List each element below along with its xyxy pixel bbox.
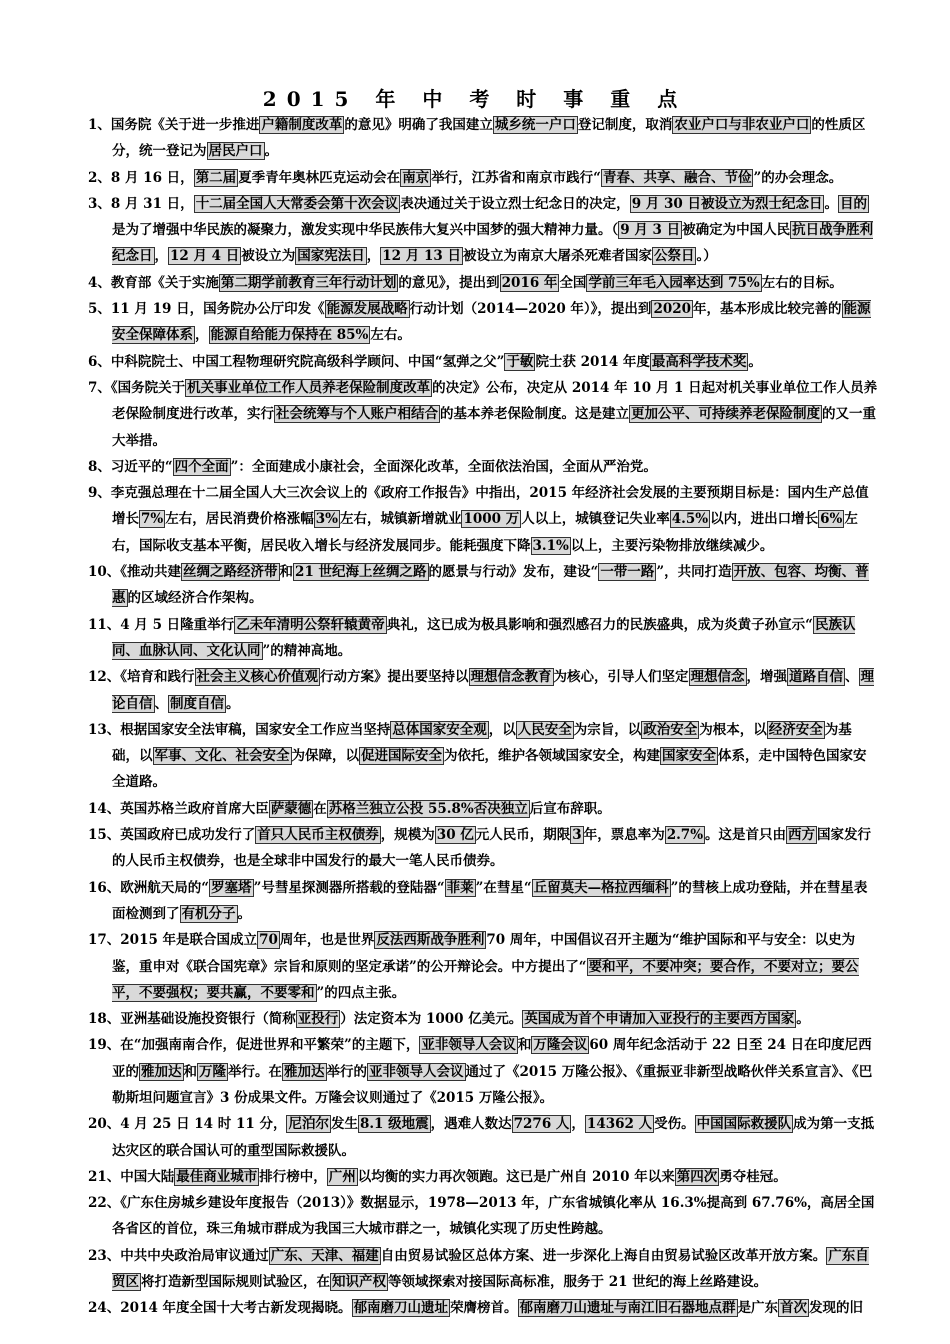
item-text: 为保障，以 xyxy=(291,748,359,765)
item-text: 。 xyxy=(748,353,762,370)
item-text: 为核心，引导人们坚定 xyxy=(553,669,689,686)
item-text: 和 xyxy=(517,1037,532,1054)
highlighted-keyword: 政治安全 xyxy=(643,721,698,738)
news-item xyxy=(88,612,878,665)
highlighted-keyword: 青春、共享、融合、节俭 xyxy=(602,169,752,186)
item-text: 1、国务院《关于进一步推进 xyxy=(88,117,260,133)
news-item xyxy=(88,1111,878,1164)
highlighted-keyword: 英国成为首个申请加入亚投行的主要西方国家 xyxy=(524,1011,795,1028)
item-text: 3、8 月 31 日， xyxy=(88,195,194,212)
highlighted-keyword: 国家安全 xyxy=(662,748,716,765)
item-text: 受伤。 xyxy=(654,1116,695,1133)
item-text: 的意见》明确了我国建立 xyxy=(344,117,493,133)
item-text: 国家发行的人民币主权债券，也是全球非中国发行的最大一笔人民币债券。 xyxy=(112,827,872,870)
highlighted-keyword: 丝绸之路经济带 xyxy=(183,564,278,581)
item-text: 的区域经济合作架构。 xyxy=(127,590,263,607)
item-text: 夏季青年奥林匹克运动会在 xyxy=(238,169,401,186)
highlighted-keyword: 菲莱 xyxy=(446,879,474,896)
highlighted-keyword: 8.1 级地震 xyxy=(359,1116,429,1133)
highlighted-keyword: 亚非领导人会议 xyxy=(369,1063,464,1080)
highlighted-keyword: 理想信念 xyxy=(690,669,745,686)
highlighted-keyword: 开放、包容、均衡、普惠 xyxy=(112,564,869,607)
highlighted-keyword: 1000 万 xyxy=(463,511,520,528)
item-text: 左右，国际收支基本平衡，居民收入增长与经济发展同步。能耗强度下降 xyxy=(112,511,858,554)
highlighted-keyword: 4.5% xyxy=(671,511,709,528)
highlighted-keyword: 户籍制度改革 xyxy=(261,117,343,133)
item-text: 被设立为 xyxy=(241,248,296,265)
item-text: 排行榜中， xyxy=(259,1168,327,1185)
item-text: 左右的目标。 xyxy=(761,274,843,291)
item-text: ”，共同打造 xyxy=(656,564,732,581)
highlighted-keyword: 30 亿 xyxy=(436,827,474,844)
item-text: 。 xyxy=(237,905,251,922)
item-text: 年，票息率为 xyxy=(583,827,665,844)
item-text: 的性质区分，统一登记为 xyxy=(112,117,866,160)
item-text: 14、英国苏格兰政府首席大臣 xyxy=(88,800,269,817)
item-text: 举行。在 xyxy=(228,1063,282,1080)
item-text: 的意见》，提出到 xyxy=(398,274,500,291)
item-text: 等领域探索对接国际高标准，服务于 21 世纪的海上丝路建设。 xyxy=(388,1274,768,1291)
highlighted-keyword: 雅加达 xyxy=(284,1063,325,1080)
item-text: 20、4 月 25 日 14 时 11 分， xyxy=(88,1116,287,1133)
highlighted-keyword: 7276 人 xyxy=(513,1116,570,1133)
highlighted-keyword: 于敏 xyxy=(506,353,534,370)
item-text: 行动方案》提出要坚持以 xyxy=(320,669,469,686)
highlighted-keyword: 农业户口与非农业户口 xyxy=(674,117,810,133)
highlighted-keyword: 最佳商业城市 xyxy=(176,1168,258,1185)
highlighted-keyword: 军事、文化、社会安全 xyxy=(154,748,290,765)
highlighted-keyword: 首次 xyxy=(780,1300,808,1317)
highlighted-keyword: 居民户口 xyxy=(208,143,263,160)
highlighted-keyword: 人民安全 xyxy=(517,721,572,738)
item-text: ，规模为 xyxy=(380,827,435,844)
item-text: 12、《培育和践行 xyxy=(88,669,195,686)
highlighted-keyword: 民族认同、血脉认同、文化认同 xyxy=(112,616,856,659)
news-item xyxy=(88,112,878,165)
news-item xyxy=(88,1190,878,1243)
item-text: 和 xyxy=(183,1063,197,1080)
item-text: ”：全面建成小康社会，全面深化改革，全面依法治国，全面从严治党。 xyxy=(230,458,657,475)
item-text: 勇夺桂冠。 xyxy=(719,1168,787,1185)
highlighted-keyword: 总体国家安全观 xyxy=(392,721,487,738)
highlighted-keyword: 万隆会议 xyxy=(533,1037,588,1054)
item-text: 的决定》公布，决定从 2014 年 10 月 1 日起对机关事业单位工作人员养老保险制度进行改革，实行 xyxy=(112,379,878,423)
news-item xyxy=(88,1164,878,1190)
item-text: 2、8 月 16 日， xyxy=(88,169,194,186)
highlighted-keyword: 十二届全国人大常委会第十次会议 xyxy=(195,195,399,212)
news-item xyxy=(88,1032,878,1111)
item-text: ”的彗核上成功登陆，并在彗星表面检测到了 xyxy=(112,879,868,922)
item-text: 举行的 xyxy=(326,1063,367,1080)
highlighted-keyword: 首只人民币主权债券 xyxy=(257,827,379,844)
highlighted-keyword: 理想信念教育 xyxy=(470,669,552,686)
highlighted-keyword: 6% xyxy=(820,511,843,528)
item-text: 。） xyxy=(696,248,717,265)
highlighted-keyword: 公祭日 xyxy=(653,248,695,265)
highlighted-keyword: 2020 xyxy=(653,301,692,318)
news-item xyxy=(88,349,878,375)
item-text: 。 xyxy=(264,143,278,160)
highlighted-keyword: 广州 xyxy=(328,1168,356,1185)
item-text: 的愿景与行动》发布，建设“ xyxy=(428,564,599,581)
highlighted-keyword: 有机分子 xyxy=(181,905,236,922)
highlighted-keyword: 第二届 xyxy=(195,169,237,186)
highlighted-keyword: 机关事业单位工作人员养老保险制度改革 xyxy=(187,379,431,396)
item-text: 体系，走中国特色国家安全道路。 xyxy=(112,748,867,791)
item-text: 17、2015 年是联合国成立 xyxy=(88,932,258,949)
item-text: 左右。 xyxy=(370,327,411,344)
highlighted-keyword: 亚投行 xyxy=(297,1011,339,1028)
highlighted-keyword: 能源自给能力保持在 85% xyxy=(210,327,369,344)
highlighted-keyword: 郁南磨刀山遗址与南江旧石器地点群 xyxy=(519,1300,736,1317)
highlighted-keyword: 3% xyxy=(315,511,338,528)
news-item xyxy=(88,296,878,349)
highlighted-keyword: 道路自信 xyxy=(789,669,844,686)
highlighted-keyword: 12 月 4 日 xyxy=(170,248,240,265)
news-item xyxy=(88,375,878,454)
news-item xyxy=(88,454,878,480)
item-text: ，以 xyxy=(488,721,516,738)
item-text: 年，基本形成比较完善的 xyxy=(693,301,842,318)
item-text: 左右，城镇新增就业 xyxy=(339,511,462,528)
item-text: 为宗旨，以 xyxy=(573,721,642,738)
highlighted-keyword: 城乡统一户口 xyxy=(494,117,576,133)
item-text: 16、欧洲航天局的“ xyxy=(88,879,210,896)
news-item xyxy=(88,927,878,1006)
item-text: ”的精神高地。 xyxy=(262,642,352,659)
item-text: 。这是首只由 xyxy=(705,827,787,844)
highlighted-keyword: 7% xyxy=(141,511,164,528)
item-text: 19、在“加强南南合作，促进世界和平繁荣”的主题下， xyxy=(88,1037,420,1054)
highlighted-keyword: 西方 xyxy=(788,827,816,844)
news-item xyxy=(88,796,878,822)
news-item xyxy=(88,165,878,191)
item-text: 23、中共中央政治局审议通过 xyxy=(88,1247,269,1264)
item-text: 6、中科院院士、中国工程物理研究院高级科学顾问、中国“氢弹之父” xyxy=(88,353,505,370)
item-text: 的又一重大举措。 xyxy=(112,406,876,449)
highlighted-keyword: 知识产权 xyxy=(332,1274,386,1291)
item-text: ）法定资本为 1000 亿美元。 xyxy=(340,1011,523,1028)
item-text: 9、李克强总理在十二届全国人大三次会议上的《政府工作报告》中指出，2015 年经济社会发展的主要预期目标是：国内生产总值增长 xyxy=(88,485,869,528)
item-text: 为依托，维护各领域国家安全，构建 xyxy=(444,748,660,765)
item-text: 为根本，以 xyxy=(699,721,767,738)
news-item xyxy=(88,191,878,270)
highlighted-keyword: 社会统筹与个人账户相结合 xyxy=(276,406,438,423)
news-item xyxy=(88,1295,878,1321)
highlighted-keyword: 国家宪法日 xyxy=(297,248,365,265)
news-item xyxy=(88,1006,878,1032)
item-text: 典礼，这已成为极具影响和强烈感召力的民族盛典，成为炎黄子孙宣示“ xyxy=(386,616,813,633)
highlighted-keyword: 丘留莫夫—格拉西缅科 xyxy=(533,879,669,896)
item-text: 5、11 月 19 日，国务院办公厅印发《 xyxy=(88,301,325,318)
highlighted-keyword: 苏格兰独立公投 55.8%否决独立 xyxy=(328,800,528,817)
highlighted-keyword: 雅加达 xyxy=(141,1063,182,1080)
item-text: 70 周年，中国倡议召开主题为“维护国际和平与安全：以史为鉴，重申对《联合国宪章》宗旨和原则的坚定承诺”的公开辩论会。中方提出了“ xyxy=(112,932,856,975)
highlighted-keyword: 抗日战争胜利纪念日 xyxy=(112,222,874,265)
item-text: 以均衡的实力再次领跑。这已是广州自 2010 年以来 xyxy=(357,1168,675,1185)
item-text: 60 周年纪念活动于 22 日至 24 日在印度尼西亚的 xyxy=(112,1037,872,1080)
item-text: 22、《广东住房城乡建设年度报告（2013）》数据显示，1978—2013 年，广东省城镇化率从 16.3%提高到 67.76%，高居全国各省区的首位，珠三角城市群成为我国三大城市群之一，城镇化实现了历史性跨越。 xyxy=(88,1195,875,1238)
item-text: 7、《国务院关于 xyxy=(88,379,186,396)
news-item xyxy=(88,717,878,796)
item-text: 后宣布辞职。 xyxy=(529,800,611,817)
item-text: ，增强 xyxy=(746,669,788,686)
item-text: 被设立为南京大屠杀死难者国家 xyxy=(462,248,652,265)
item-text: ”的四点主张。 xyxy=(316,984,406,1001)
item-text: ”在彗星“ xyxy=(475,879,532,896)
item-text: 周年，也是世界 xyxy=(279,932,375,949)
item-text: 为基础，以 xyxy=(112,721,852,765)
highlighted-keyword: 3 xyxy=(572,827,582,844)
item-text: 表决通过关于设立烈士纪念日的决定， xyxy=(400,195,630,212)
highlighted-keyword: 广东、天津、福建 xyxy=(270,1247,379,1264)
item-text: 。 xyxy=(226,695,240,712)
highlighted-keyword: 广东自贸区 xyxy=(112,1247,869,1291)
item-text: 以上，主要污染物排放继续减少。 xyxy=(570,537,774,554)
highlighted-keyword: 理论自信 xyxy=(112,669,875,712)
item-text: 4、教育部《关于实施 xyxy=(88,274,219,291)
item-text: 以内，进出口增长 xyxy=(710,511,819,528)
highlighted-keyword: 12 月 13 日 xyxy=(382,248,461,265)
item-text: 8、习近平的“ xyxy=(88,458,173,475)
item-text: ， xyxy=(366,248,381,265)
item-text: 被确定为中国人民 xyxy=(682,222,791,239)
item-text: 21、中国大陆 xyxy=(88,1168,175,1185)
highlighted-keyword: 2016 年 xyxy=(501,274,558,291)
item-text: 举行，江苏省和南京市践行“ xyxy=(431,169,601,186)
highlighted-keyword: 促进国际安全 xyxy=(361,748,442,765)
item-text: ，遇难人数达 xyxy=(430,1116,512,1133)
item-text: ， xyxy=(571,1116,585,1133)
item-text: 全国 xyxy=(559,274,587,291)
item-text: 是为了增强中华民族的凝聚力，激发实现中华民族伟大复兴中国梦的强大精神力量。（ xyxy=(112,222,619,239)
highlighted-keyword: 乙未年清明公祭轩辕黄帝 xyxy=(236,616,385,633)
news-item xyxy=(88,270,878,296)
item-text: 15、英国政府已成功发行了 xyxy=(88,827,256,844)
item-text: 。 xyxy=(796,1011,810,1028)
highlighted-keyword: 3.1% xyxy=(532,537,569,554)
highlighted-keyword: 社会主义核心价值观 xyxy=(196,669,319,686)
item-text: ”号彗星探测器所搭载的登陆器“ xyxy=(253,879,445,896)
item-text: 自由贸易试验区总体方案、进一步深化上海自由贸易试验区改革开放方案。 xyxy=(380,1247,827,1264)
item-text: 将打造新型国际规则试验区，在 xyxy=(141,1274,330,1291)
item-text: 元人民币，期限 xyxy=(475,827,571,844)
item-text: 。 xyxy=(824,195,838,212)
item-text: 11、4 月 5 日隆重举行 xyxy=(88,616,235,633)
item-text: 左右，居民消费价格涨幅 xyxy=(165,511,314,528)
news-item xyxy=(88,875,878,928)
highlighted-keyword: 四个全面 xyxy=(174,458,229,475)
item-text: 人以上，城镇登记失业率 xyxy=(521,511,670,528)
item-text: 、 xyxy=(154,695,168,712)
highlighted-keyword: 更加公平、可持续养老保险制度 xyxy=(631,406,820,423)
highlighted-keyword: 尼泊尔 xyxy=(288,1116,329,1133)
news-item-list xyxy=(88,112,878,1322)
item-text: ， xyxy=(154,248,168,265)
item-text: 、 xyxy=(845,669,859,686)
news-item xyxy=(88,664,878,717)
highlighted-keyword: 经济安全 xyxy=(768,721,823,738)
highlighted-keyword: 第二期学前教育三年行动计划 xyxy=(220,274,397,291)
highlighted-keyword: 14362 人 xyxy=(586,1116,653,1133)
highlighted-keyword: 9 月 3 日 xyxy=(620,222,681,239)
item-text: 18、亚洲基础设施投资银行（简称 xyxy=(88,1011,296,1028)
highlighted-keyword: 能源发展战略 xyxy=(326,301,408,318)
highlighted-keyword: 万隆 xyxy=(199,1063,226,1080)
item-text: 13、根据国家安全法审稿，国家安全工作应当坚持 xyxy=(88,721,391,738)
item-text: 24、2014 年度全国十大考古新发现揭晓。 xyxy=(88,1300,352,1317)
item-text: ， xyxy=(195,327,209,344)
highlighted-keyword: 最高科学技术奖 xyxy=(651,353,747,370)
item-text: 是广东 xyxy=(737,1300,779,1317)
highlighted-keyword: 罗塞塔 xyxy=(211,879,252,896)
item-text: ”的办会理念。 xyxy=(753,169,843,186)
news-item xyxy=(88,1243,878,1296)
item-text: 和 xyxy=(279,564,294,581)
highlighted-keyword: 一带一路 xyxy=(600,564,655,581)
highlighted-keyword: 21 世纪海上丝绸之路 xyxy=(295,564,427,581)
item-text: 成为第一支抵达灾区的联合国认可的重型国际救援队。 xyxy=(112,1116,875,1159)
item-text: 登记制度，取消 xyxy=(577,117,673,133)
item-text: 行动计划（2014—2020 年）》，提出到 xyxy=(409,301,652,318)
item-text: 通过了《2015 万隆公报》、《重振亚非新型战略伙伴关系宣言》、《巴勒斯坦问题宣言》3 份成果文件。万隆会议则通过了《2015 万隆公报》。 xyxy=(112,1063,873,1106)
highlighted-keyword: 第四次 xyxy=(676,1168,718,1185)
highlighted-keyword: 能源安全保障体系 xyxy=(112,301,871,344)
item-text: 在 xyxy=(313,800,327,817)
news-item xyxy=(88,480,878,559)
highlighted-keyword: 9 月 30 日被设立为烈士纪念日 xyxy=(631,195,823,212)
news-item xyxy=(88,559,878,612)
highlighted-keyword: 中国国际救援队 xyxy=(696,1116,792,1133)
highlighted-keyword: 目的 xyxy=(839,195,867,212)
document-title: 2015 年 中 考 时 事 重 点 xyxy=(262,87,688,111)
item-text: 10、《推动共建 xyxy=(88,564,182,581)
highlighted-keyword: 2.7% xyxy=(666,827,704,844)
item-text: 荣膺榜首。 xyxy=(450,1300,518,1317)
item-text: 发现的旧 xyxy=(809,1300,864,1317)
highlighted-keyword: 郁南磨刀山遗址 xyxy=(353,1300,449,1317)
highlighted-keyword: 学前三年毛入园率达到 75% xyxy=(588,274,760,291)
item-text: 发生 xyxy=(330,1116,358,1133)
highlighted-keyword: 萨蒙德 xyxy=(270,800,312,817)
news-item xyxy=(88,822,878,875)
highlighted-keyword: 制度自信 xyxy=(170,695,224,712)
highlighted-keyword: 要和平，不要冲突；要合作，不要对立；要公平，不要强权；要共赢，不要零和 xyxy=(112,958,859,1001)
highlighted-keyword: 70 xyxy=(259,932,278,949)
item-text: 院士获 2014 年度 xyxy=(535,353,650,370)
item-text: 的基本养老保险制度。这是建立 xyxy=(440,406,629,423)
highlighted-keyword: 南京 xyxy=(402,169,430,186)
highlighted-keyword: 反法西斯战争胜利 xyxy=(376,932,485,949)
highlighted-keyword: 亚非领导人会议 xyxy=(421,1037,516,1054)
